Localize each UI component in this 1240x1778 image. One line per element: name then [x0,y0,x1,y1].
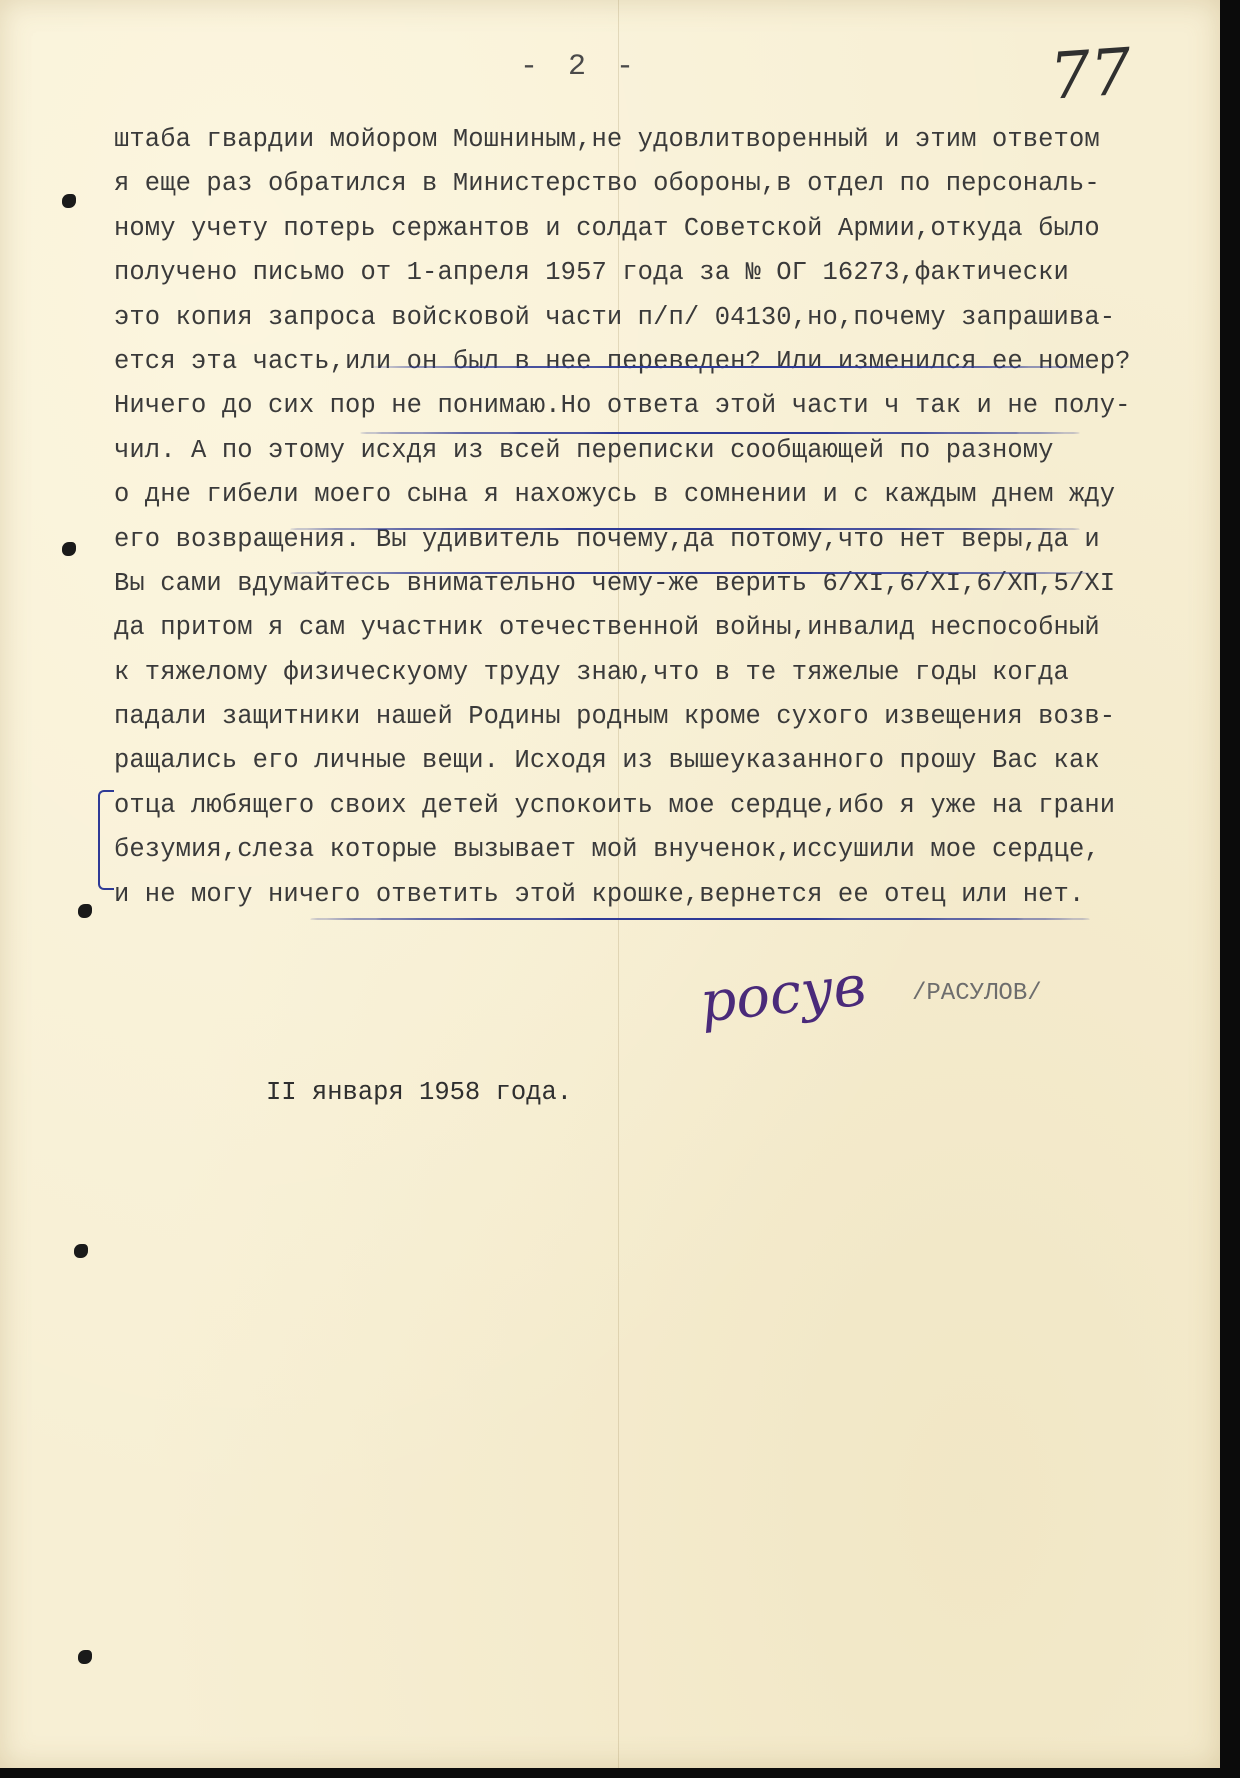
body-line: ется эта часть,или он был в нее переведен? Или изменился ее номер? [114,346,1131,376]
body-line: Вы сами вдумайтесь внимательно чему-же верить 6/XI,6/XI,6/XП,5/XI [114,568,1116,598]
body-line: безумия,слеза которые вызывает мой внученок,иссушили мое сердце, [114,835,1100,865]
body-line: к тяжелому физическуому труду знаю,что в те тяжелые годы когда [114,657,1069,687]
handwritten-signature: росув [697,953,869,1036]
pen-underline [290,528,1080,530]
pen-underline [310,918,1090,920]
page-number: - 2 - [519,50,640,84]
letter-body [114,118,1204,917]
binding-hole [78,904,92,918]
body-line: чил. А по этому исхдя из всей переписки сообщающей по разному [114,435,1054,465]
pen-underline [372,366,1090,368]
body-line: получено письмо от 1-апреля 1957 года за № ОГ 16273,фактически [114,258,1069,288]
typed-name: /РАСУЛОВ/ [912,980,1042,1007]
body-line: это копия запроса войсковой части п/п/ 04130,но,почему запрашива- [114,302,1116,332]
pen-underline [360,432,1080,434]
body-line: да притом я сам участник отечественной войны,инвалид неспособный [114,613,1100,643]
document-date: II января 1958 года. [266,1078,573,1107]
body-line: и не могу ничего ответить этой крошке,вернется ее отец или нет. [114,879,1085,909]
body-line: о дне гибели моего сына я нахожусь в сомнении и с каждым днем жду [114,480,1116,510]
folio-number: 77 [1047,35,1134,115]
body-line: ному учету потерь сержантов и солдат Советской Армии,откуда было [114,213,1100,243]
body-line: я еще раз обратился в Министерство обороны,в отдел по персональ- [114,169,1100,199]
binding-hole [62,542,76,556]
body-line: Ничего до сих пор не понимаю.Но ответа этой части ч так и не полу- [114,391,1131,421]
pen-margin-bracket [98,790,114,890]
body-line: его возвращения. Вы удивитель почему,да потому,что нет веры,да и [114,524,1100,554]
body-line: падали защитники нашей Родины родным кроме сухого извещения возв- [114,702,1116,732]
body-line: ращались его личные вещи. Исходя из вышеуказанного прошу Вас как [114,746,1100,776]
binding-hole [62,194,76,208]
binding-hole [78,1650,92,1664]
binding-hole [74,1244,88,1258]
body-line: отца любящего своих детей успокоить мое сердце,ибо я уже на грани [114,790,1116,820]
body-line: штаба гвардии мойором Мошниным,не удовлитворенный и этим ответом [114,125,1100,154]
pen-underline [290,572,1090,574]
